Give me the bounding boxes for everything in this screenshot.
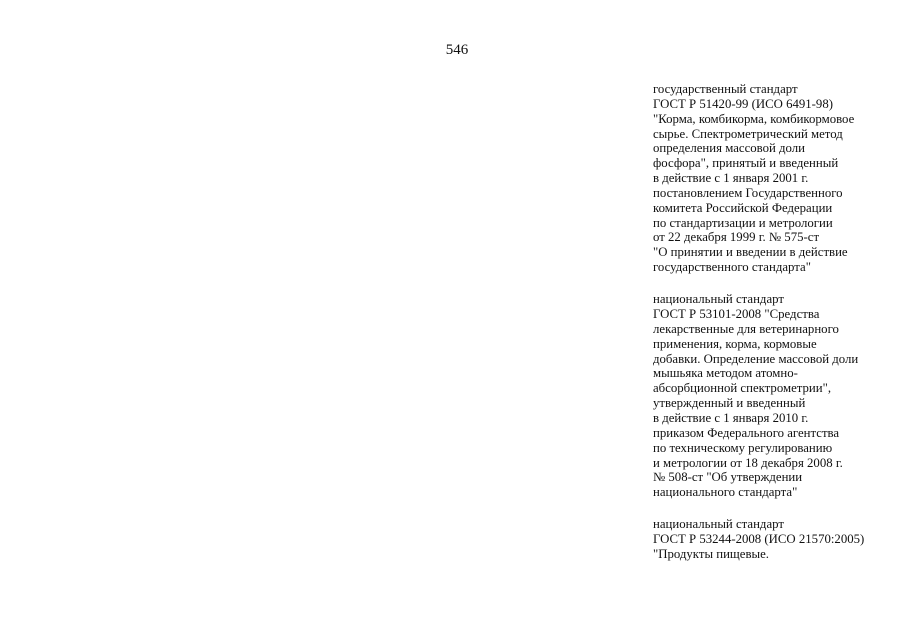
text-line: ГОСТ Р 53101-2008 "Средства	[653, 307, 820, 322]
text-line: утвержденный и введенный	[653, 396, 806, 411]
text-line: определения массовой доли	[653, 141, 806, 156]
document-text-column	[653, 82, 898, 579]
text-line: по техническому регулированию	[653, 440, 833, 455]
text-line: и метрологии от 18 декабря 2008 г.	[653, 455, 843, 470]
text-line: национальный стандарт	[653, 517, 784, 532]
text-line: "Продукты пищевые.	[653, 547, 769, 562]
text-line: лекарственные для ветеринарного	[653, 321, 839, 336]
page-number: 546	[445, 42, 469, 58]
text-line: "Корма, комбикорма, комбикормовое	[653, 111, 855, 126]
text-line: по стандартизации и метрологии	[653, 215, 833, 230]
text-line: от 22 декабря 1999 г. № 575-ст	[653, 230, 820, 245]
text-line: мышьяка методом атомно-	[653, 366, 798, 381]
text-line: ГОСТ Р 51420-99 (ИСО 6491-98)	[653, 96, 833, 111]
text-line: государственный стандарт	[653, 82, 798, 96]
text-line: применения, корма, кормовые	[653, 336, 817, 351]
text-line: приказом Федерального агентства	[653, 425, 840, 440]
text-line: национального стандарта"	[653, 485, 798, 500]
text-line: абсорбционной спектрометрии",	[653, 381, 832, 396]
text-line: фосфора", принятый и введенный	[653, 156, 839, 171]
text-line: постановлением Государственного	[653, 185, 843, 200]
standard-entry-gost-r-53101-2008	[653, 292, 898, 500]
standard-entry-gost-r-53244-2008	[653, 517, 898, 562]
text-line: в действие с 1 января 2001 г.	[653, 171, 809, 186]
standard-entry-gost-r-51420-99	[653, 82, 898, 275]
text-line: в действие с 1 января 2010 г.	[653, 411, 809, 426]
text-line: государственного стандарта"	[653, 260, 811, 275]
text-line: "О принятии и введении в действие	[653, 245, 848, 260]
text-line: национальный стандарт	[653, 292, 784, 307]
text-line: добавки. Определение массовой доли	[653, 351, 859, 366]
text-line: ГОСТ Р 53244-2008 (ИСО 21570:2005)	[653, 532, 865, 547]
text-line: № 508-ст "Об утверждении	[653, 470, 803, 485]
text-line: сырье. Спектрометрический метод	[653, 126, 843, 141]
text-line: комитета Российской Федерации	[653, 200, 833, 215]
